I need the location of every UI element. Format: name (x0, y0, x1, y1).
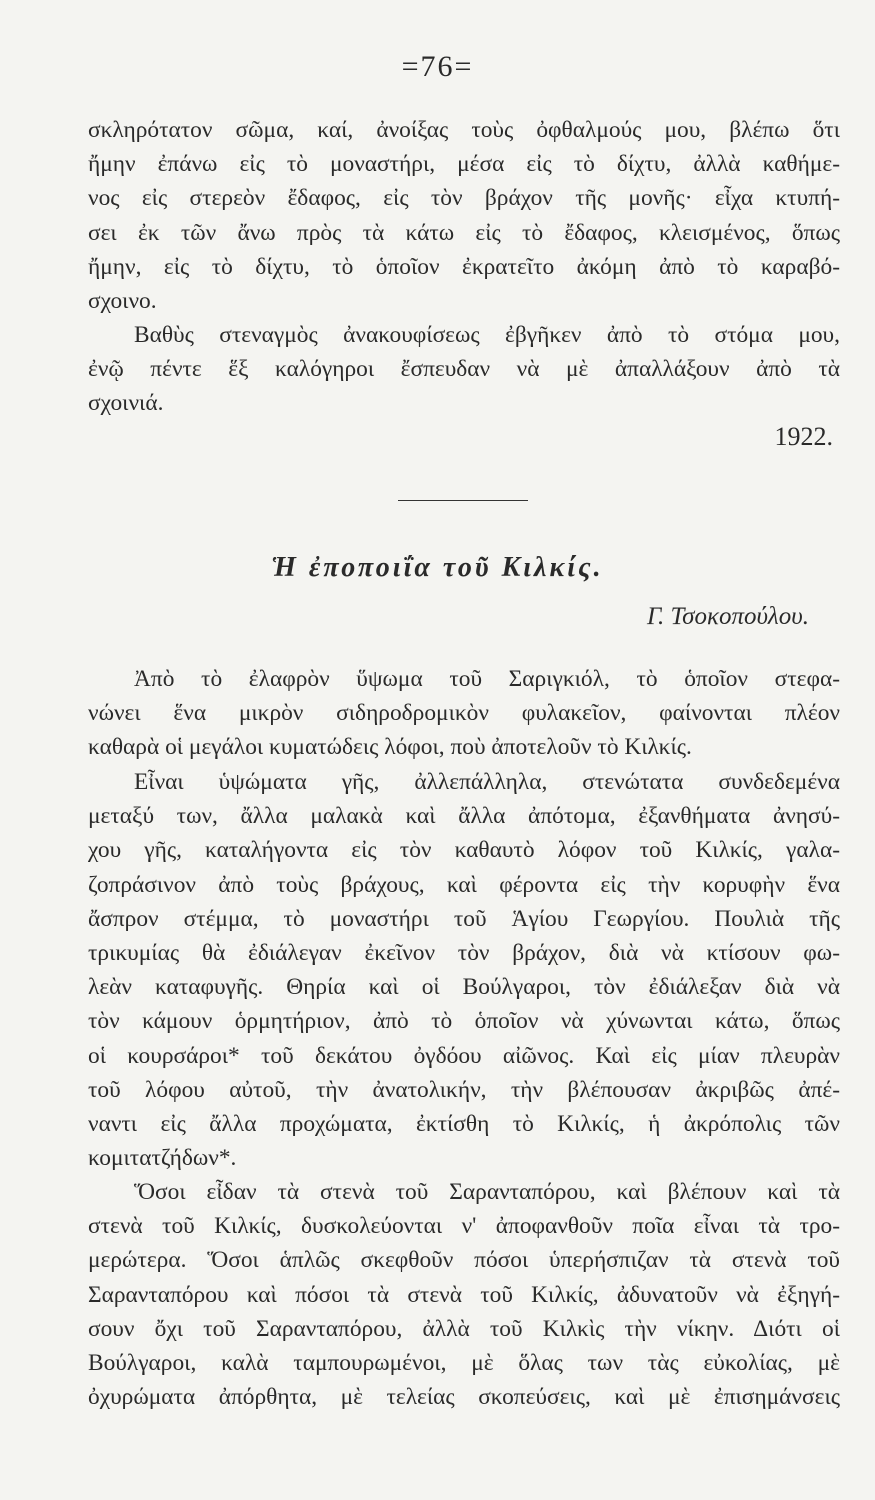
text-line: οἱ κουρσάροι* τοῦ δεκάτου ὀγδόου αἰῶνος. Καὶ εἰς μίαν πλευρὰν (88, 1042, 840, 1069)
text-line: τρικυμίας θὰ ἐδιάλεγαν ἐκεῖνον τὸν βράχον, διὰ νὰ κτίσουν φω- (88, 939, 840, 966)
text-line: νος εἰς στερεὸν ἔδαφος, εἰς τὸν βράχον τῆς μονῆς· εἶχα κτυπή- (88, 185, 840, 212)
text-line: κομιτατζήδων*. (88, 1145, 237, 1172)
text-line: ἤμην ἐπάνω εἰς τὸ μοναστήρι, μέσα εἰς τὸ δίχτυ, ἀλλὰ καθήμε- (88, 151, 840, 178)
text-line: τὸν κάμουν ὁρμητήριον, ἀπὸ τὸ ὁποῖον νὰ χύνωνται κάτω, ὅπως (88, 1008, 840, 1035)
text-line: στενὰ τοῦ Κιλκίς, δυσκολεύονται ν' ἀποφανθοῦν ποῖα εἶναι τὰ τρο- (88, 1213, 840, 1240)
paragraph-4 (88, 765, 840, 1175)
page-number: =76= (401, 50, 474, 83)
author: Γ. Τσοκοπούλου. (646, 603, 809, 630)
text-line: μερώτερα. Ὅσοι ἁπλῶς σκεφθοῦν πόσοι ὑπερήσπιζαν τὰ στενὰ τοῦ (88, 1247, 840, 1274)
text-line: ὀχυρώματα ἀπόρθητα, μὲ τελείας σκοπεύσεις, καὶ μὲ ἐπισημάνσεις (88, 1384, 840, 1411)
paragraph-3 (88, 662, 840, 765)
text-line: ἤμην, εἰς τὸ δίχτυ, τὸ ὁποῖον ἐκρατεῖτο ἀκόμη ἀπὸ τὸ καραβό- (88, 253, 840, 280)
text-line: ἄσπρον στέμμα, τὸ μοναστήρι τοῦ Ἁγίου Γεωργίου. Πουλιὰ τῆς (88, 905, 840, 932)
text-line: ἐνῷ πέντε ἕξ καλόγηροι ἔσπευδαν νὰ μὲ ἀπαλλάξουν ἀπὸ τὰ (88, 356, 840, 383)
text-line: καθαρὰ οἱ μεγάλοι κυματώδεις λόφοι, ποὺ ἀποτελοῦν τὸ Κιλκίς. (88, 734, 692, 761)
text-line: σουν ὄχι τοῦ Σαρανταπόρου, ἀλλὰ τοῦ Κιλκὶς τὴν νίκην. Διότι οἱ (88, 1315, 840, 1342)
text-line: Σαρανταπόρου καὶ πόσοι τὰ στενὰ τοῦ Κιλκίς, ἀδυνατοῦν νὰ ἐξηγή- (88, 1281, 840, 1308)
paragraph-2 (88, 318, 840, 421)
text-line: Εἶναι ὑψώματα γῆς, ἀλλεπάλληλα, στενώτατα συνδεδεμένα (134, 769, 840, 795)
text-line: μεταξύ των, ἄλλα μαλακὰ καὶ ἄλλα ἀπότομα, ἐξανθήματα ἀνησύ- (88, 803, 840, 830)
text-line: Ὅσοι εἶδαν τὰ στενὰ τοῦ Σαρανταπόρου, καὶ βλέπουν καὶ τὰ (134, 1179, 840, 1205)
text-line: σχοινιά. (88, 390, 164, 417)
text-line: τοῦ λόφου αὐτοῦ, τὴν ἀνατολικήν, τὴν βλέπουσαν ἀκριβῶς ἀπέ- (88, 1076, 840, 1103)
section-divider (398, 500, 528, 501)
text-line: σχοινο. (88, 287, 157, 314)
text-line: ναντι εἰς ἄλλα προχώματα, ἐκτίσθη τὸ Κιλκίς, ἡ ἀκρόπολις τῶν (88, 1110, 840, 1137)
paragraph-1 (88, 113, 840, 318)
date: 1922. (774, 422, 833, 451)
section-title: Ἡ ἐποποιΐα τοῦ Κιλκίς. (271, 552, 604, 583)
text-line: νώνει ἕνα μικρὸν σιδηροδρομικὸν φυλακεῖον, φαίνονται πλέον (88, 700, 840, 727)
text-line: σει ἐκ τῶν ἄνω πρὸς τὰ κάτω εἰς τὸ ἔδαφος, κλεισμένος, ὅπως (88, 219, 840, 246)
text-line: σκληρότατον σῶμα, καί, ἀνοίξας τοὺς ὀφθαλμούς μου, βλέπω ὅτι (88, 117, 840, 143)
text-line: χου γῆς, καταλήγοντα εἰς τὸν καθαυτὸ λόφον τοῦ Κιλκίς, γαλα- (88, 837, 840, 864)
text-line: Βούλγαροι, καλὰ ταμπουρωμένοι, μὲ ὅλας των τὰς εὐκολίας, μὲ (88, 1349, 840, 1376)
text-line: ζοπράσινον ἀπὸ τοὺς βράχους, καὶ φέροντα εἰς τὴν κορυφὴν ἕνα (88, 871, 840, 898)
text-line: Ἀπὸ τὸ ἐλαφρὸν ὕψωμα τοῦ Σαριγκιόλ, τὸ ὁποῖον στεφα- (134, 666, 840, 692)
paragraph-5 (88, 1175, 840, 1414)
text-line: Βαθὺς στεναγμὸς ἀνακουφίσεως ἐβγῆκεν ἀπὸ τὸ στόμα μου, (134, 322, 840, 348)
text-line: λεὰν καταφυγῆς. Θηρία καὶ οἱ Βούλγαροι, τὸν ἐδιάλεξαν διὰ νὰ (88, 974, 840, 1001)
